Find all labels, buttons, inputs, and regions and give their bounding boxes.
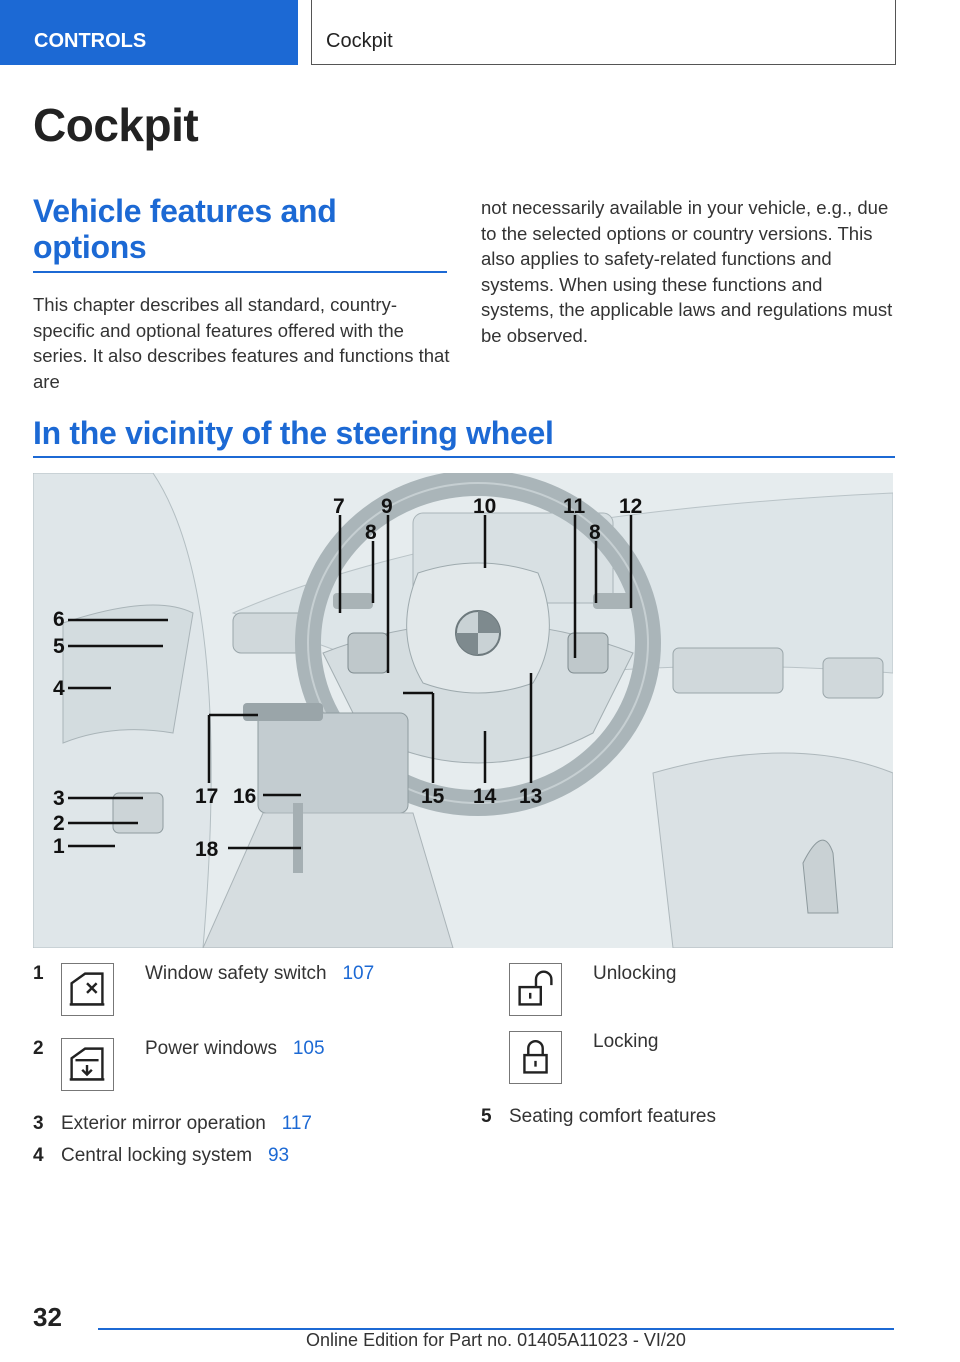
legend-ref-3[interactable]: 117: [281, 1113, 312, 1134]
legend-item-2: [145, 1038, 325, 1060]
legend-ref-4[interactable]: 93: [267, 1145, 290, 1166]
label-12: 12: [619, 495, 643, 518]
legend-num-4: 4: [33, 1145, 44, 1166]
label-6: 6: [53, 608, 65, 631]
intro-heading-rule: [33, 271, 447, 273]
legend-item-5: Seating comfort features: [509, 1106, 716, 1127]
page-title: Cockpit: [33, 99, 199, 151]
section-heading-rule: [33, 456, 895, 458]
intro-text-col1: This chapter describes all standard, country-specific and optional features offered with the series. It also describes features and functions that are: [33, 294, 450, 392]
label-9: 9: [381, 495, 393, 518]
label-2: 2: [53, 812, 65, 835]
cockpit-drawing: [33, 473, 893, 948]
legend-text-2: Power windows: [145, 1038, 277, 1059]
legend-item-4: [61, 1145, 289, 1167]
window-safety-icon: [61, 963, 114, 1016]
label-17: 17: [195, 785, 219, 808]
label-13: 13: [519, 785, 543, 808]
label-3: 3: [53, 787, 65, 810]
section-tab: CONTROLS: [0, 0, 298, 65]
label-1: 1: [53, 835, 65, 858]
legend-item-3: [61, 1113, 312, 1135]
label-16: 16: [233, 785, 257, 808]
legend-unlocking: Unlocking: [593, 963, 677, 984]
unlock-icon: [509, 963, 562, 1016]
legend-ref-1[interactable]: 107: [342, 963, 375, 984]
footer-edition: Online Edition for Part no. 01405A11023 - VI/20: [306, 1330, 686, 1350]
label-18: 18: [195, 838, 219, 861]
label-8b: 8: [589, 521, 601, 544]
label-8a: 8: [365, 521, 377, 544]
intro-text-col2: not necessarily available in your vehicle, e.g., due to the selected options or country versions. This also applies to safety-related functions and systems. When using these functions and systems, the applicable laws and regulations must be observed.: [481, 197, 893, 346]
legend-text-3: Exterior mirror operation: [61, 1113, 266, 1134]
legend-num-2: 2: [33, 1038, 44, 1059]
legend-num-5: 5: [481, 1106, 492, 1127]
label-4: 4: [53, 677, 65, 700]
legend-locking: Locking: [593, 1031, 659, 1052]
cockpit-illustration: [33, 473, 893, 948]
label-7: 7: [333, 495, 345, 518]
label-15: 15: [421, 785, 445, 808]
legend-num-1: 1: [33, 963, 44, 984]
section-heading: In the vicinity of the steering wheel: [33, 415, 554, 451]
label-11: 11: [563, 495, 586, 518]
legend-num-3: 3: [33, 1113, 44, 1134]
legend-item-1: [145, 963, 374, 985]
legend-ref-2[interactable]: 105: [292, 1038, 325, 1059]
intro-heading: Vehicle features and options: [33, 193, 337, 265]
power-window-icon: [61, 1038, 114, 1091]
label-5: 5: [53, 635, 65, 658]
chapter-tab: Cockpit: [311, 0, 896, 65]
label-14: 14: [473, 785, 497, 808]
lock-icon: [509, 1031, 562, 1084]
page-number: 32: [33, 1302, 62, 1332]
legend-text-4: Central locking system: [61, 1145, 253, 1166]
legend-text-1: Window safety switch: [145, 963, 327, 984]
label-10: 10: [473, 495, 497, 518]
